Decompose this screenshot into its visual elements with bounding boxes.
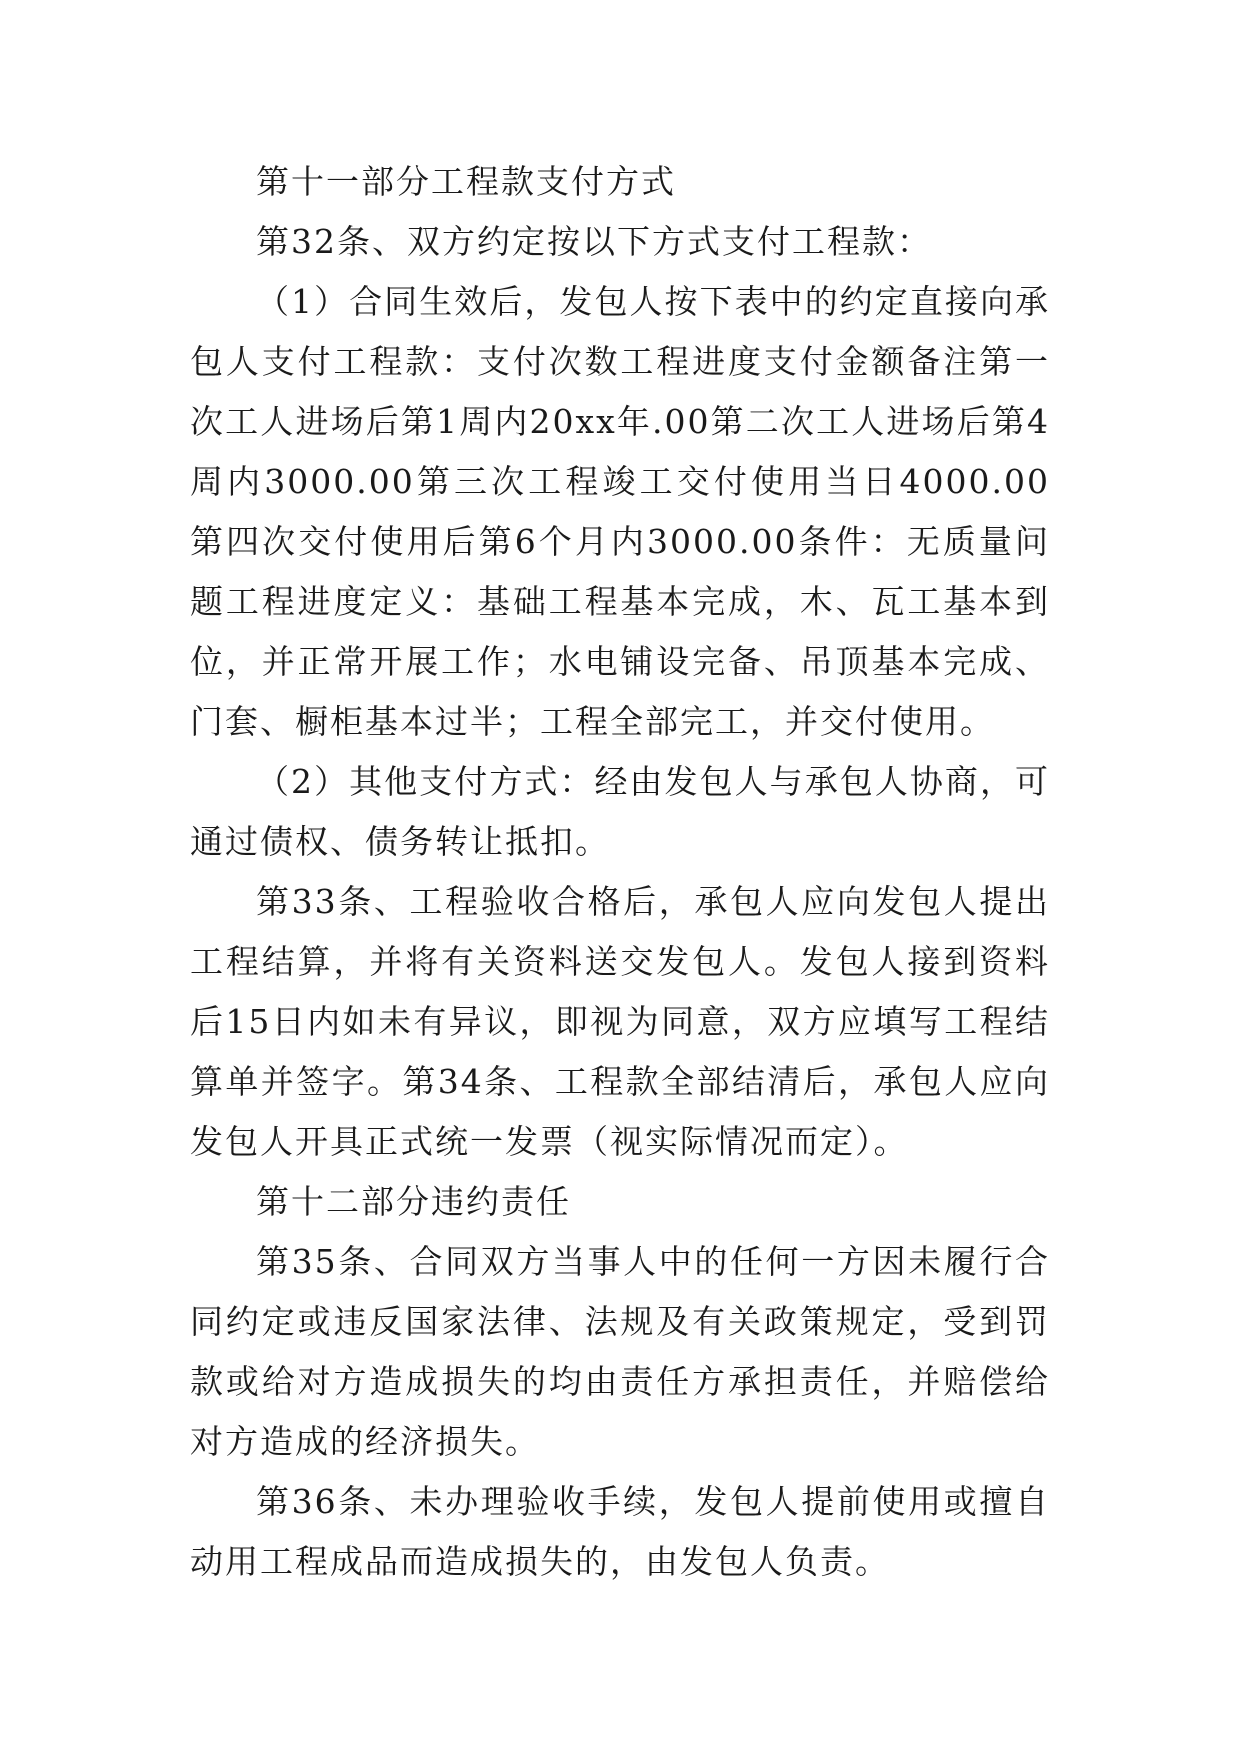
article-35-paragraph: 第35条、合同双方当事人中的任何一方因未履行合同约定或违反国家法律、法规及有关政策规定，受到罚款或给对方造成损失的均由责任方承担责任，并赔偿给对方造成的经济损失。 xyxy=(190,1242,1050,1461)
article-36-paragraph: 第36条、未办理验收手续，发包人提前使用或擅自动用工程成品而造成损失的，由发包人负责。 xyxy=(190,1482,1050,1581)
section-heading-payment: 第十一部分工程款支付方式 xyxy=(256,162,676,201)
payment-clause-2-paragraph: （2）其他支付方式：经由发包人与承包人协商，可通过债权、债务转让抵扣。 xyxy=(190,762,1050,861)
document-body xyxy=(190,152,1050,1592)
payment-clause-1-paragraph: （1）合同生效后，发包人按下表中的约定直接向承包人支付工程款：支付次数工程进度支付金额备注第一次工人进场后第1周内20xx年.00第二次工人进场后第4周内3000.00第三次工程竣工交付使用当日4000.00第四次交付使用后第6个月内3000.00条件：无质量问题工程进度定义：基础工程基本完成，木、瓦工基本到位，并正常开展工作；水电铺设完备、吊顶基本完成、门套、橱柜基本过半；工程全部完工，并交付使用。 xyxy=(190,282,1050,741)
section-heading-liability: 第十二部分违约责任 xyxy=(256,1182,571,1221)
article-33-34-paragraph: 第33条、工程验收合格后，承包人应向发包人提出工程结算，并将有关资料送交发包人。发包人接到资料后15日内如未有异议，即视为同意，双方应填写工程结算单并签字。第34条、工程款全部结清后，承包人应向发包人开具正式统一发票（视实际情况而定）。 xyxy=(190,882,1050,1161)
article-32-paragraph: 第32条、双方约定按以下方式支付工程款： xyxy=(256,222,932,261)
